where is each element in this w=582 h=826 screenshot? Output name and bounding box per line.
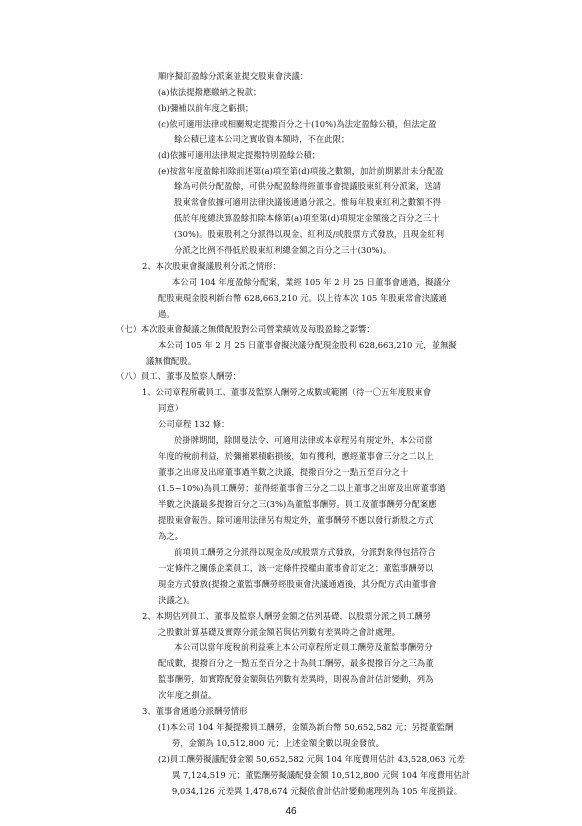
text-line: 順序擬訂盈餘分派案並提交股東會決議： (158, 71, 309, 81)
text-line: 2、本期估列員工、董事及監察人酬勞金額之估列基礎、以股票分派之員工酬勞 (142, 611, 432, 621)
text-line: （七）本次股東會擬議之無償配股對公司營業績效及每股盈餘之影響： (116, 324, 375, 334)
text-line: 現金方式發放(提撥之董監事酬勞經股東會決議通過後，其分配方式由董事會 (158, 579, 437, 589)
text-line: 決議之)。 (158, 595, 195, 605)
text-line: 於掛牌期間，除開曼法令、可適用法律或本章程另有規定外，本公司當 (174, 435, 433, 445)
text-line: 一定條件之關係企業員工，該一定條件授權由董事會訂定之；董監事酬勞以 (158, 563, 434, 573)
text-line: 配成數，提撥百分之一點五至百分之十為員工酬勞，最多提撥百分之三為董 (158, 658, 434, 668)
text-line: (d)依據可適用法律規定提撥特別盈餘公積； (158, 150, 321, 160)
text-line: 本公司 105 年 2 月 25 日董事會擬決議分配現金股利 628,663,210 元，並無擬 (158, 340, 457, 350)
text-line: 3、董事會通過分派酬勞情形 (142, 706, 248, 716)
text-line: 低於年度總決算盈餘扣除本條第(a)項至第(d)項規定金額後之百分之三十 (174, 213, 440, 223)
text-line: (e)按當年度盈餘扣除前述第(a)項至第(d)項後之數額，加計前期累計未分配盈 (158, 166, 444, 176)
text-line: 公司章程 132 條： (158, 419, 230, 429)
text-line: 分派之比例不得低於股東紅利總金額之百分之三十(30%)。 (174, 245, 392, 255)
text-line: (c)依可適用法律或相關規定提撥百分之十(10%)為法定盈餘公積，但法定盈 (158, 119, 437, 129)
text-line: 之股數計算基礎及實際分派金額若與估列數有差異時之會計處理。 (158, 627, 401, 637)
text-line: 本公司以當年度稅前利益乘上本公司章程所定員工酬勞及董監事酬勞分 (174, 642, 433, 652)
text-line: (1)本公司 104 年擬提撥員工酬勞，金額為新台幣 50,652,582 元；另提董監酬 (158, 722, 454, 732)
text-line: 過。 (158, 309, 175, 319)
text-line: 2、本次股東會擬議股利分派之情形： (142, 261, 281, 271)
text-line: 次年度之損益。 (158, 690, 217, 700)
text-line: (30%)。股東股利之分派得以現金、紅利及/或股票方式發放，且現金紅利 (174, 229, 445, 239)
text-line: 1、公司章程所載員工、董事及監察人酬勞之成數或範圍（待一〇五年度股東會 (142, 387, 432, 397)
text-line: 前項員工酬勞之分派得以現金及/或股票方式發放，分派對象得包括符合 (174, 547, 436, 557)
text-line: (1.5~10%)為員工酬勞；並得經董事會三分之二以上董事之出席及出席董事過 (158, 483, 446, 493)
text-line: 提股東會報告。除可適用法律另有規定外，董事酬勞不應以發行新股之方式 (158, 515, 434, 525)
page-number: 46 (285, 806, 297, 817)
text-line: 餘為可供分配盈餘，可供分配盈餘得經董事會提議股東紅利分派案，送請 (174, 181, 442, 191)
text-line: 同意） (158, 403, 184, 413)
text-line: （八）員工、董事及監察人酬勞： (116, 371, 242, 381)
text-line: 議無償配股。 (146, 356, 197, 366)
text-line: 9,034,126 元差異 1,478,674 元擬依會計估計變動處理列為 105 年度損益。 (172, 786, 463, 796)
text-line: (a)依法提撥應繳納之稅款； (158, 87, 262, 97)
text-line: 本公司 104 年度盈餘分配案，業經 105 年 2 月 25 日董事會通過，擬議分 (172, 277, 451, 287)
text-line: 股東常會依據可適用法律決議後通過分派之。惟每年股東紅利之數額不得 (174, 197, 442, 207)
text-line: 為之。 (158, 531, 184, 541)
text-line: 監事酬勞，如實際配發金額與估列數有差異時，則視為會計估計變動，列為 (158, 674, 434, 684)
text-line: 配股東現金股利新台幣 628,663,210 元。以上待本次 105 年股東常會決議通 (158, 293, 447, 303)
text-line: 年度的稅前利益，於彌補累積虧損後，如有獲利，應經董事會三分之二以上 (158, 451, 434, 461)
text-line: 異 7,124,519 元；董監酬勞擬議配發金額 10,512,800 元與 104 年度費用估計 (172, 770, 471, 780)
text-line: 董事之出席及出席董事過半數之決議，提撥百分之一點五至百分之十 (158, 467, 409, 477)
text-line: (b)彌補以前年度之虧損； (158, 103, 254, 113)
text-line: 餘公積已達本公司之實收資本額時，不在此限； (174, 134, 350, 144)
text-line: 半數之決議最多提撥百分之三(3%)為董監事酬勞。員工及董事酬勞分配案應 (158, 499, 437, 509)
text-line: (2)員工酬勞擬議配發金額 50,652,582 元與 104 年度費用估計 43,528,063 元差 (158, 754, 465, 764)
text-line: 勞，金額為 10,512,800 元；上述金額全數以現金發放。 (172, 738, 384, 748)
